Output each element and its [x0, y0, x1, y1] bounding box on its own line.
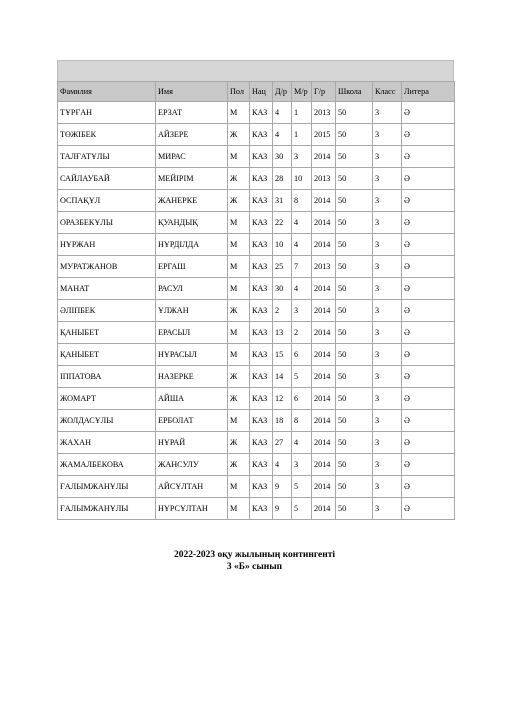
header-cell: М/р [292, 82, 312, 102]
table-cell: ТҰРҒАН [58, 102, 156, 124]
table-row [58, 322, 455, 344]
table-cell: КАЗ [250, 322, 273, 344]
table-cell: ҚУАНДЫҚ [156, 212, 228, 234]
table-cell: ЕРЗАТ [156, 102, 228, 124]
table-cell: 2014 [312, 190, 336, 212]
table-cell: 2014 [312, 146, 336, 168]
table-cell: КАЗ [250, 388, 273, 410]
table-cell: 2014 [312, 476, 336, 498]
table-cell: 30 [273, 278, 292, 300]
table-cell: 9 [273, 476, 292, 498]
header-cell: Литера [402, 82, 455, 102]
table-cell: 13 [273, 322, 292, 344]
table-cell: 3 [373, 300, 402, 322]
table-cell: НҰРАСЫЛ [156, 344, 228, 366]
table-cell: 9 [273, 498, 292, 520]
table-cell: 50 [336, 432, 373, 454]
table-cell: 3 [373, 190, 402, 212]
table-cell: 2 [292, 322, 312, 344]
table-cell: 8 [292, 410, 312, 432]
table-cell: 50 [336, 212, 373, 234]
table-cell: 3 [373, 212, 402, 234]
table-cell: М [228, 102, 250, 124]
table-cell: 15 [273, 344, 292, 366]
table-cell: 2014 [312, 366, 336, 388]
table-cell: Ж [228, 168, 250, 190]
table-row [58, 146, 455, 168]
student-table-container [57, 60, 454, 520]
table-cell: 3 [373, 146, 402, 168]
table-row [58, 498, 455, 520]
table-row [58, 476, 455, 498]
table-cell: 28 [273, 168, 292, 190]
table-cell: 3 [373, 256, 402, 278]
table-row [58, 410, 455, 432]
table-cell: Ә [402, 454, 455, 476]
table-cell: ЖАХАН [58, 432, 156, 454]
table-cell: 2014 [312, 432, 336, 454]
table-cell: ІППАТОВА [58, 366, 156, 388]
table-cell: Ж [228, 388, 250, 410]
table-cell: 7 [292, 256, 312, 278]
table-cell: Ә [402, 300, 455, 322]
table-cell: М [228, 146, 250, 168]
table-cell: 50 [336, 322, 373, 344]
table-cell: Ә [402, 278, 455, 300]
table-cell: Ж [228, 432, 250, 454]
table-cell: 3 [373, 388, 402, 410]
table-cell: Ә [402, 190, 455, 212]
table-cell: 2014 [312, 322, 336, 344]
table-body [58, 102, 455, 520]
table-row [58, 388, 455, 410]
table-cell: 3 [373, 322, 402, 344]
table-cell: Ж [228, 124, 250, 146]
table-cell: 2013 [312, 168, 336, 190]
table-cell: АЙЗЕРЕ [156, 124, 228, 146]
table-cell: М [228, 234, 250, 256]
table-row [58, 168, 455, 190]
table-cell: КАЗ [250, 234, 273, 256]
table-cell: 3 [292, 300, 312, 322]
table-cell: М [228, 476, 250, 498]
table-cell: М [228, 212, 250, 234]
table-cell: 3 [373, 476, 402, 498]
table-cell: КАЗ [250, 256, 273, 278]
table-cell: АЙСҰЛТАН [156, 476, 228, 498]
table-cell: Ә [402, 366, 455, 388]
header-cell: Класс [373, 82, 402, 102]
table-cell: Ә [402, 410, 455, 432]
table-cell: 22 [273, 212, 292, 234]
table-cell: 3 [373, 344, 402, 366]
table-cell: 2014 [312, 300, 336, 322]
table-cell: 3 [373, 410, 402, 432]
table-cell: КАЗ [250, 366, 273, 388]
table-cell: ЕРБОЛАТ [156, 410, 228, 432]
table-cell: 3 [373, 168, 402, 190]
table-cell: 2014 [312, 388, 336, 410]
header-row [58, 82, 455, 102]
table-cell: 6 [292, 388, 312, 410]
table-row [58, 190, 455, 212]
table-cell: 4 [273, 102, 292, 124]
table-cell: 4 [292, 212, 312, 234]
table-cell: 50 [336, 146, 373, 168]
table-row [58, 300, 455, 322]
table-cell: 5 [292, 476, 312, 498]
table-row [58, 256, 455, 278]
table-cell: ЖАНЕРКЕ [156, 190, 228, 212]
header-cell: Фамилия [58, 82, 156, 102]
table-cell: КАЗ [250, 212, 273, 234]
table-cell: ОРАЗБЕКҰЛЫ [58, 212, 156, 234]
table-cell: КАЗ [250, 124, 273, 146]
table-row [58, 454, 455, 476]
table-cell: М [228, 410, 250, 432]
table-cell: М [228, 344, 250, 366]
table-row [58, 234, 455, 256]
table-cell: 10 [292, 168, 312, 190]
table-cell: ЕРАСЫЛ [156, 322, 228, 344]
table-cell: М [228, 322, 250, 344]
table-row [58, 366, 455, 388]
table-cell: НҰРАЙ [156, 432, 228, 454]
table-cell: 50 [336, 190, 373, 212]
table-cell: 1 [292, 124, 312, 146]
table-cell: САЙЛАУБАЙ [58, 168, 156, 190]
table-cell: ҒАЛЫМЖАНҰЛЫ [58, 498, 156, 520]
table-cell: КАЗ [250, 102, 273, 124]
table-cell: МУРАТЖАНОВ [58, 256, 156, 278]
caption-class: 3 «Б» сынып [226, 562, 283, 572]
table-cell: 3 [373, 278, 402, 300]
table-cell: 50 [336, 234, 373, 256]
table-cell: 2015 [312, 124, 336, 146]
table-cell: ӘЛІПБЕК [58, 300, 156, 322]
table-cell: 18 [273, 410, 292, 432]
table-cell: 3 [373, 454, 402, 476]
table-cell: 50 [336, 388, 373, 410]
table-cell: МЕЙІРІМ [156, 168, 228, 190]
table-cell: Ж [228, 300, 250, 322]
table-cell: 50 [336, 124, 373, 146]
table-cell: 2 [273, 300, 292, 322]
table-header [58, 82, 455, 102]
table-cell: МАНАТ [58, 278, 156, 300]
table-cell: НҰРДІЛДА [156, 234, 228, 256]
table-cell: КАЗ [250, 146, 273, 168]
table-cell: 3 [373, 102, 402, 124]
header-cell: Г/р [312, 82, 336, 102]
table-cell: 1 [292, 102, 312, 124]
table-cell: ЕРГАШ [156, 256, 228, 278]
table-cell: 4 [292, 432, 312, 454]
table-cell: 27 [273, 432, 292, 454]
table-cell: 31 [273, 190, 292, 212]
table-cell: ЖАМАЛБЕКОВА [58, 454, 156, 476]
table-cell: Ә [402, 102, 455, 124]
table-cell: 2014 [312, 498, 336, 520]
table-cell: КАЗ [250, 432, 273, 454]
table-cell: Ә [402, 168, 455, 190]
table-cell: 8 [292, 190, 312, 212]
table-cell: Ә [402, 432, 455, 454]
table-cell: 3 [373, 366, 402, 388]
table-cell: ЖАНСУЛУ [156, 454, 228, 476]
table-cell: 4 [292, 278, 312, 300]
table-cell: 3 [373, 124, 402, 146]
table-cell: ҚАНЫБЕТ [58, 344, 156, 366]
table-row [58, 278, 455, 300]
table-cell: 2013 [312, 102, 336, 124]
table-cell: ОСПАҚҰЛ [58, 190, 156, 212]
table-top-bar [57, 60, 454, 81]
table-cell: ЖОЛДАСҰЛЫ [58, 410, 156, 432]
table-cell: КАЗ [250, 454, 273, 476]
table-cell: КАЗ [250, 278, 273, 300]
table-cell: МИРАС [156, 146, 228, 168]
table-cell: М [228, 256, 250, 278]
caption-title: 2022-2023 оқу жылының контингенті [173, 550, 336, 560]
table-cell: КАЗ [250, 476, 273, 498]
table-cell: 10 [273, 234, 292, 256]
table-cell: 50 [336, 256, 373, 278]
table-cell: 2014 [312, 212, 336, 234]
table-cell: Ә [402, 344, 455, 366]
table-cell: 14 [273, 366, 292, 388]
table-cell: Ә [402, 322, 455, 344]
table-cell: 50 [336, 498, 373, 520]
table-cell: Ә [402, 476, 455, 498]
table-cell: ҰЛЖАН [156, 300, 228, 322]
table-cell: Ә [402, 124, 455, 146]
table-cell: РАСУЛ [156, 278, 228, 300]
table-cell: 2014 [312, 454, 336, 476]
header-cell: Имя [156, 82, 228, 102]
student-table [57, 81, 455, 520]
table-cell: 3 [292, 454, 312, 476]
table-cell: КАЗ [250, 344, 273, 366]
table-cell: КАЗ [250, 300, 273, 322]
table-cell: Ж [228, 454, 250, 476]
table-cell: 30 [273, 146, 292, 168]
table-cell: Ә [402, 146, 455, 168]
table-cell: 50 [336, 476, 373, 498]
table-cell: НҰРЖАН [58, 234, 156, 256]
table-cell: 3 [373, 498, 402, 520]
table-cell: Ә [402, 498, 455, 520]
table-row [58, 344, 455, 366]
table-cell: Ж [228, 190, 250, 212]
table-cell: ТАЛҒАТҰЛЫ [58, 146, 156, 168]
header-cell: Пол [228, 82, 250, 102]
table-cell: КАЗ [250, 190, 273, 212]
table-cell: 2013 [312, 256, 336, 278]
table-cell: 3 [373, 432, 402, 454]
table-cell: 50 [336, 102, 373, 124]
table-cell: 4 [273, 124, 292, 146]
table-cell: НҰРСҰЛТАН [156, 498, 228, 520]
table-cell: 2014 [312, 410, 336, 432]
table-cell: 50 [336, 300, 373, 322]
table-cell: 2014 [312, 278, 336, 300]
table-cell: КАЗ [250, 410, 273, 432]
table-cell: М [228, 498, 250, 520]
table-cell: 50 [336, 366, 373, 388]
table-cell: 4 [292, 234, 312, 256]
table-cell: Ә [402, 256, 455, 278]
table-cell: Ж [228, 366, 250, 388]
table-cell: 3 [373, 234, 402, 256]
table-cell: 50 [336, 410, 373, 432]
table-cell: 12 [273, 388, 292, 410]
header-cell: Нац [250, 82, 273, 102]
table-row [58, 124, 455, 146]
table-row [58, 212, 455, 234]
table-cell: 25 [273, 256, 292, 278]
table-cell: М [228, 278, 250, 300]
table-cell: 2014 [312, 344, 336, 366]
table-cell: ЖОМАРТ [58, 388, 156, 410]
table-cell: 5 [292, 366, 312, 388]
table-cell: ТӨЖІБЕК [58, 124, 156, 146]
table-cell: 5 [292, 498, 312, 520]
table-cell: КАЗ [250, 498, 273, 520]
table-cell: 3 [292, 146, 312, 168]
table-cell: Ә [402, 234, 455, 256]
table-cell: АЙША [156, 388, 228, 410]
table-cell: 6 [292, 344, 312, 366]
table-cell: ҚАНЫБЕТ [58, 322, 156, 344]
table-cell: Ә [402, 212, 455, 234]
header-cell: Д/р [273, 82, 292, 102]
table-cell: Ә [402, 388, 455, 410]
table-cell: 50 [336, 168, 373, 190]
table-cell: НАЗЕРКЕ [156, 366, 228, 388]
table-row [58, 102, 455, 124]
table-cell: КАЗ [250, 168, 273, 190]
header-cell: Школа [336, 82, 373, 102]
table-cell: 2014 [312, 234, 336, 256]
table-cell: 4 [273, 454, 292, 476]
table-cell: 50 [336, 454, 373, 476]
table-cell: ҒАЛЫМЖАНҰЛЫ [58, 476, 156, 498]
table-row [58, 432, 455, 454]
table-cell: 50 [336, 344, 373, 366]
table-cell: 50 [336, 278, 373, 300]
